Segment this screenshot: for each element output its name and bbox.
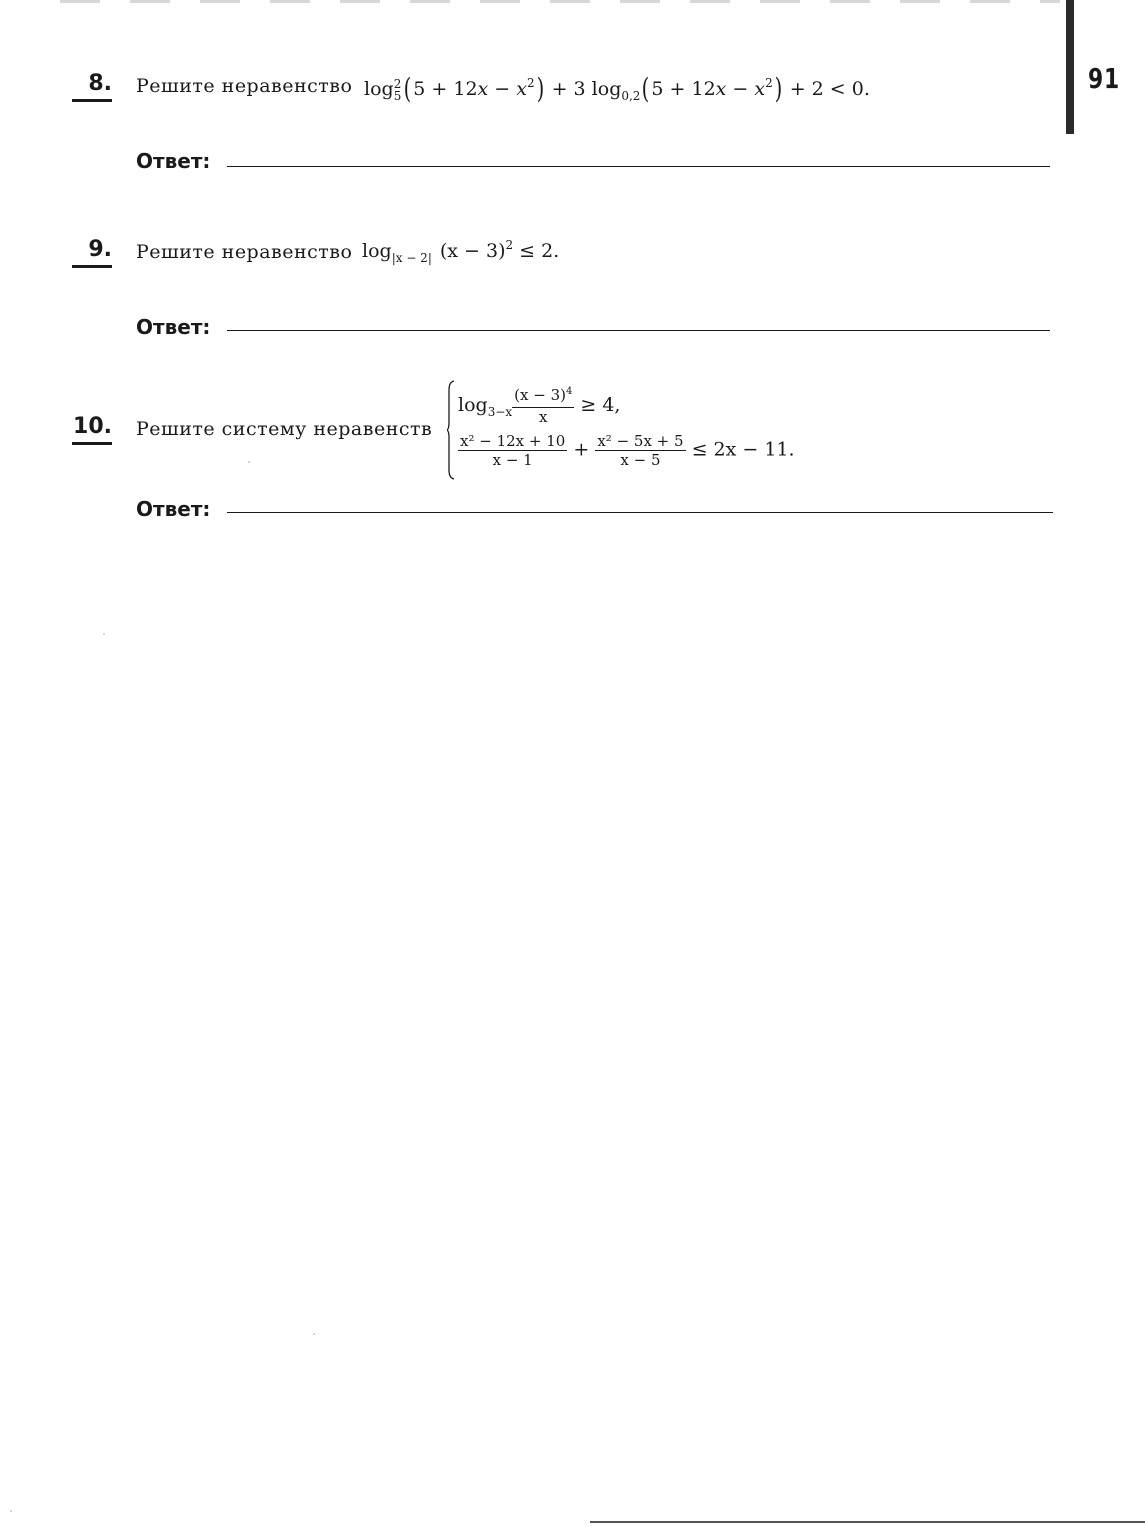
problem-8-answer-line[interactable] bbox=[227, 166, 1050, 167]
problem-9-answer-line[interactable] bbox=[227, 330, 1050, 331]
problem-9-expression: $\log_{|x - 2|} (x - 3)^2 \le 2$. bbox=[362, 238, 560, 265]
problem-number-9: 9. bbox=[72, 238, 112, 268]
page-number: 91 bbox=[1088, 62, 1120, 95]
system-row-2-fraction-2: $\frac{\text{x² − 5x + 5}}{x - 5}$ bbox=[597, 432, 684, 469]
scan-speck bbox=[103, 633, 105, 635]
scan-speck bbox=[313, 1333, 315, 1335]
problem-10-prompt: Решите систему неравенств bbox=[136, 418, 433, 440]
scan-artifact-bottom bbox=[590, 1521, 1145, 1523]
system-row-1: $\log_{3-x}$ $\frac{(x - 3)^4}{x}$ ≥ 4, bbox=[458, 386, 621, 426]
scan-speck bbox=[248, 461, 250, 463]
problem-9-prompt: Решите неравенство bbox=[136, 241, 353, 263]
problem-10-answer-line[interactable] bbox=[227, 512, 1053, 513]
problem-8-answer-label: Ответ: bbox=[136, 149, 211, 173]
page-edge-bar bbox=[1066, 0, 1074, 134]
system-brace bbox=[447, 380, 455, 480]
problem-9-answer-label: Ответ: bbox=[136, 315, 211, 339]
system-row-2: $\frac{\text{x² − 12x + 10}}{x - 1}$ + $\frac{\text{x² − 5x + 5}}{x - 5}$ ≤ 2x − 11. bbox=[460, 432, 795, 469]
problem-number-8: 8. bbox=[72, 72, 112, 102]
scan-speck bbox=[10, 1510, 12, 1512]
problem-10-answer-label: Ответ: bbox=[136, 497, 211, 521]
problem-8-expression: log 2 5 $(5 + 12x - x^2) + 3$ $\log_{0,2}(5 + 12x - x^2) + 2 < 0$. bbox=[364, 72, 870, 105]
problem-number-10: 10. bbox=[72, 415, 112, 445]
system-row-1-fraction: $\frac{(x - 3)^4}{x}$ bbox=[514, 386, 573, 426]
scan-artifact-top bbox=[60, 0, 1060, 3]
problem-8-prompt: Решите неравенство bbox=[136, 75, 353, 97]
system-row-2-fraction-1: $\frac{\text{x² − 12x + 10}}{x - 1}$ bbox=[460, 432, 566, 469]
